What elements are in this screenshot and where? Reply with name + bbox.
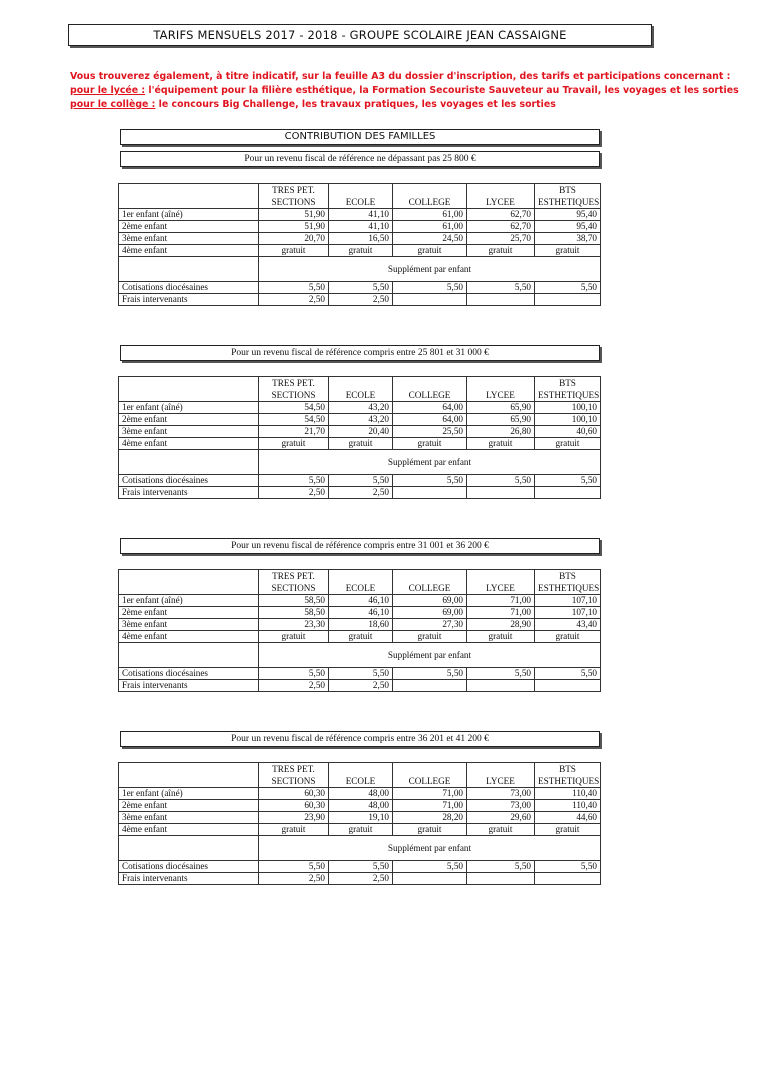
- price-cell: 5,50: [467, 861, 535, 873]
- column-header-sections: SECTIONS: [259, 582, 329, 595]
- price-cell: 5,50: [329, 861, 393, 873]
- income-bracket-heading: Pour un revenu fiscal de référence ne dépassant pas 25 800 €: [120, 151, 600, 167]
- table-row: [119, 800, 601, 812]
- header-empty-cell: [119, 570, 259, 583]
- column-header-sections: SECTIONS: [259, 389, 329, 402]
- row-label: 2ème enfant: [119, 414, 259, 426]
- price-cell: 2,50: [259, 294, 329, 306]
- price-cell: 2,50: [259, 873, 329, 885]
- header-empty-cell: [329, 184, 393, 197]
- price-cell: 29,60: [467, 812, 535, 824]
- price-cell: 2,50: [329, 487, 393, 499]
- row-label: 2ème enfant: [119, 800, 259, 812]
- table-row: [119, 221, 601, 233]
- column-header-tps: TRES PET.: [259, 377, 329, 390]
- gratuit-cell: gratuit: [467, 824, 535, 836]
- empty-cell: [467, 294, 535, 306]
- gratuit-cell: gratuit: [393, 824, 467, 836]
- gratuit-cell: gratuit: [393, 631, 467, 643]
- price-cell: 48,00: [329, 788, 393, 800]
- price-cell: 5,50: [535, 861, 601, 873]
- price-cell: 16,50: [329, 233, 393, 245]
- price-cell: 24,50: [393, 233, 467, 245]
- price-cell: 5,50: [329, 668, 393, 680]
- price-cell: 110,40: [535, 800, 601, 812]
- row-label: Frais intervenants: [119, 873, 259, 885]
- price-cell: 5,50: [393, 475, 467, 487]
- price-cell: 5,50: [259, 475, 329, 487]
- college-text: le concours Big Challenge, les travaux pratiques, les voyages et les sorties: [155, 99, 556, 110]
- price-cell: 71,00: [467, 595, 535, 607]
- tariff-table: [118, 376, 601, 499]
- empty-cell: [467, 873, 535, 885]
- price-cell: 2,50: [259, 680, 329, 692]
- price-cell: 2,50: [329, 294, 393, 306]
- income-bracket-heading: Pour un revenu fiscal de référence compris entre 25 801 et 31 000 €: [120, 345, 600, 361]
- price-cell: 38,70: [535, 233, 601, 245]
- row-label: 1er enfant (aîné): [119, 788, 259, 800]
- row-label: 2ème enfant: [119, 607, 259, 619]
- price-cell: 71,00: [393, 788, 467, 800]
- college-label: pour le collège :: [70, 99, 156, 110]
- contribution-title: CONTRIBUTION DES FAMILLES: [120, 129, 600, 145]
- price-cell: 26,80: [467, 426, 535, 438]
- price-cell: 18,60: [329, 619, 393, 631]
- price-cell: 2,50: [259, 487, 329, 499]
- price-cell: 19,10: [329, 812, 393, 824]
- price-cell: 20,40: [329, 426, 393, 438]
- supplement-label: Supplément par enfant: [259, 836, 601, 861]
- price-cell: 107,10: [535, 607, 601, 619]
- price-cell: 5,50: [535, 475, 601, 487]
- price-cell: 71,00: [467, 607, 535, 619]
- header-empty-cell: [393, 763, 467, 776]
- empty-cell: [393, 680, 467, 692]
- price-cell: 58,50: [259, 607, 329, 619]
- supplement-empty-cell: [119, 257, 259, 282]
- table-row: [119, 812, 601, 824]
- price-cell: 2,50: [329, 873, 393, 885]
- gratuit-cell: gratuit: [535, 438, 601, 450]
- supplement-row: [119, 257, 601, 282]
- header-empty-cell: [119, 775, 259, 788]
- row-label: 3ème enfant: [119, 812, 259, 824]
- empty-cell: [393, 487, 467, 499]
- price-cell: 5,50: [535, 282, 601, 294]
- table-row: [119, 245, 601, 257]
- header-empty-cell: [119, 196, 259, 209]
- table-row: [119, 595, 601, 607]
- column-header-sections: SECTIONS: [259, 196, 329, 209]
- column-header-bts: BTS: [535, 184, 601, 197]
- row-label: 1er enfant (aîné): [119, 402, 259, 414]
- supplement-empty-cell: [119, 450, 259, 475]
- price-cell: 2,50: [329, 680, 393, 692]
- price-cell: 100,10: [535, 402, 601, 414]
- empty-cell: [393, 294, 467, 306]
- header-empty-cell: [119, 582, 259, 595]
- price-cell: 5,50: [393, 282, 467, 294]
- tariff-table: [118, 183, 601, 306]
- header-row: [119, 184, 601, 197]
- price-cell: 69,00: [393, 595, 467, 607]
- empty-cell: [535, 294, 601, 306]
- table-row: [119, 873, 601, 885]
- intro-notice: [70, 70, 739, 112]
- table-row: [119, 294, 601, 306]
- price-cell: 100,10: [535, 414, 601, 426]
- income-bracket-heading: Pour un revenu fiscal de référence compris entre 36 201 et 41 200 €: [120, 731, 600, 747]
- column-header-college: COLLEGE: [393, 582, 467, 595]
- header-empty-cell: [393, 184, 467, 197]
- row-label: Frais intervenants: [119, 680, 259, 692]
- price-cell: 43,40: [535, 619, 601, 631]
- price-cell: 64,00: [393, 402, 467, 414]
- price-cell: 28,20: [393, 812, 467, 824]
- header-row: [119, 775, 601, 788]
- header-empty-cell: [393, 570, 467, 583]
- gratuit-cell: gratuit: [393, 245, 467, 257]
- column-header-lycee: LYCEE: [467, 775, 535, 788]
- column-header-college: COLLEGE: [393, 196, 467, 209]
- row-label: 1er enfant (aîné): [119, 595, 259, 607]
- row-label: 4ème enfant: [119, 245, 259, 257]
- price-cell: 60,30: [259, 800, 329, 812]
- column-header-lycee: LYCEE: [467, 389, 535, 402]
- header-empty-cell: [467, 377, 535, 390]
- empty-cell: [535, 873, 601, 885]
- price-cell: 25,70: [467, 233, 535, 245]
- price-cell: 43,20: [329, 402, 393, 414]
- column-header-sections: SECTIONS: [259, 775, 329, 788]
- table-row: [119, 619, 601, 631]
- table-row: [119, 631, 601, 643]
- gratuit-cell: gratuit: [259, 438, 329, 450]
- price-cell: 95,40: [535, 221, 601, 233]
- header-empty-cell: [467, 763, 535, 776]
- empty-cell: [535, 487, 601, 499]
- price-cell: 5,50: [259, 668, 329, 680]
- row-label: Cotisations diocésaines: [119, 861, 259, 873]
- price-cell: 5,50: [393, 668, 467, 680]
- price-cell: 51,90: [259, 209, 329, 221]
- header-empty-cell: [467, 184, 535, 197]
- column-header-college: COLLEGE: [393, 775, 467, 788]
- price-cell: 5,50: [535, 668, 601, 680]
- supplement-row: [119, 450, 601, 475]
- table-row: [119, 668, 601, 680]
- header-empty-cell: [119, 184, 259, 197]
- header-empty-cell: [467, 570, 535, 583]
- supplement-label: Supplément par enfant: [259, 643, 601, 668]
- price-cell: 61,00: [393, 221, 467, 233]
- tariff-table: [118, 569, 601, 692]
- column-header-ecole: ECOLE: [329, 196, 393, 209]
- price-cell: 5,50: [329, 475, 393, 487]
- gratuit-cell: gratuit: [535, 631, 601, 643]
- price-cell: 54,50: [259, 402, 329, 414]
- row-label: 3ème enfant: [119, 426, 259, 438]
- gratuit-cell: gratuit: [259, 631, 329, 643]
- table-row: [119, 680, 601, 692]
- price-cell: 46,10: [329, 595, 393, 607]
- gratuit-cell: gratuit: [467, 245, 535, 257]
- price-cell: 5,50: [467, 475, 535, 487]
- table-row: [119, 438, 601, 450]
- table-row: [119, 487, 601, 499]
- table-row: [119, 607, 601, 619]
- gratuit-cell: gratuit: [329, 438, 393, 450]
- lycee-label: pour le lycée :: [70, 85, 146, 96]
- price-cell: 69,00: [393, 607, 467, 619]
- column-header-tps: TRES PET.: [259, 570, 329, 583]
- price-cell: 60,30: [259, 788, 329, 800]
- row-label: 1er enfant (aîné): [119, 209, 259, 221]
- column-header-bts: BTS: [535, 570, 601, 583]
- gratuit-cell: gratuit: [393, 438, 467, 450]
- price-cell: 110,40: [535, 788, 601, 800]
- price-cell: 64,00: [393, 414, 467, 426]
- gratuit-cell: gratuit: [535, 824, 601, 836]
- empty-cell: [467, 680, 535, 692]
- intro-lycee: [70, 84, 739, 98]
- header-empty-cell: [119, 389, 259, 402]
- price-cell: 95,40: [535, 209, 601, 221]
- gratuit-cell: gratuit: [259, 824, 329, 836]
- table-row: [119, 414, 601, 426]
- price-cell: 73,00: [467, 788, 535, 800]
- price-cell: 5,50: [329, 282, 393, 294]
- header-empty-cell: [329, 570, 393, 583]
- intro-college: [70, 98, 710, 112]
- price-cell: 20,70: [259, 233, 329, 245]
- table-row: [119, 233, 601, 245]
- gratuit-cell: gratuit: [467, 438, 535, 450]
- price-cell: 43,20: [329, 414, 393, 426]
- price-cell: 44,60: [535, 812, 601, 824]
- price-cell: 25,50: [393, 426, 467, 438]
- header-empty-cell: [393, 377, 467, 390]
- supplement-label: Supplément par enfant: [259, 450, 601, 475]
- supplement-empty-cell: [119, 836, 259, 861]
- table-row: [119, 824, 601, 836]
- price-cell: 54,50: [259, 414, 329, 426]
- header-row: [119, 570, 601, 583]
- price-cell: 65,90: [467, 414, 535, 426]
- row-label: Cotisations diocésaines: [119, 475, 259, 487]
- price-cell: 5,50: [467, 668, 535, 680]
- column-header-bts: BTS: [535, 763, 601, 776]
- price-cell: 62,70: [467, 209, 535, 221]
- tariff-table: [118, 762, 601, 885]
- supplement-label: Supplément par enfant: [259, 257, 601, 282]
- price-cell: 5,50: [259, 282, 329, 294]
- table-row: [119, 402, 601, 414]
- empty-cell: [467, 487, 535, 499]
- column-header-tps: TRES PET.: [259, 184, 329, 197]
- price-cell: 62,70: [467, 221, 535, 233]
- column-header-esthetiques: ESTHETIQUES: [535, 389, 601, 402]
- page-title: TARIFS MENSUELS 2017 - 2018 - GROUPE SCOLAIRE JEAN CASSAIGNE: [68, 24, 652, 46]
- column-header-lycee: LYCEE: [467, 196, 535, 209]
- price-cell: 46,10: [329, 607, 393, 619]
- price-cell: 73,00: [467, 800, 535, 812]
- header-empty-cell: [329, 763, 393, 776]
- price-cell: 41,10: [329, 221, 393, 233]
- header-empty-cell: [329, 377, 393, 390]
- price-cell: 28,90: [467, 619, 535, 631]
- column-header-lycee: LYCEE: [467, 582, 535, 595]
- table-row: [119, 475, 601, 487]
- row-label: 4ème enfant: [119, 824, 259, 836]
- gratuit-cell: gratuit: [329, 245, 393, 257]
- income-bracket-heading: Pour un revenu fiscal de référence compris entre 31 001 et 36 200 €: [120, 538, 600, 554]
- column-header-college: COLLEGE: [393, 389, 467, 402]
- header-row: [119, 389, 601, 402]
- column-header-esthetiques: ESTHETIQUES: [535, 582, 601, 595]
- gratuit-cell: gratuit: [259, 245, 329, 257]
- row-label: 2ème enfant: [119, 221, 259, 233]
- column-header-ecole: ECOLE: [329, 389, 393, 402]
- row-label: Cotisations diocésaines: [119, 668, 259, 680]
- empty-cell: [393, 873, 467, 885]
- price-cell: 51,90: [259, 221, 329, 233]
- price-cell: 40,60: [535, 426, 601, 438]
- header-empty-cell: [119, 377, 259, 390]
- price-cell: 41,10: [329, 209, 393, 221]
- header-empty-cell: [119, 763, 259, 776]
- gratuit-cell: gratuit: [329, 631, 393, 643]
- row-label: 3ème enfant: [119, 233, 259, 245]
- row-label: Frais intervenants: [119, 487, 259, 499]
- row-label: 4ème enfant: [119, 631, 259, 643]
- lycee-text: l'équipement pour la filière esthétique, la Formation Secouriste Sauveteur au Travail, les voyages et les sorties: [145, 85, 739, 96]
- price-cell: 23,90: [259, 812, 329, 824]
- price-cell: 61,00: [393, 209, 467, 221]
- table-row: [119, 282, 601, 294]
- column-header-bts: BTS: [535, 377, 601, 390]
- header-row: [119, 377, 601, 390]
- price-cell: 48,00: [329, 800, 393, 812]
- price-cell: 107,10: [535, 595, 601, 607]
- price-cell: 71,00: [393, 800, 467, 812]
- table-row: [119, 861, 601, 873]
- price-cell: 58,50: [259, 595, 329, 607]
- supplement-empty-cell: [119, 643, 259, 668]
- price-cell: 5,50: [259, 861, 329, 873]
- row-label: Frais intervenants: [119, 294, 259, 306]
- column-header-tps: TRES PET.: [259, 763, 329, 776]
- empty-cell: [535, 680, 601, 692]
- row-label: 4ème enfant: [119, 438, 259, 450]
- price-cell: 5,50: [393, 861, 467, 873]
- row-label: Cotisations diocésaines: [119, 282, 259, 294]
- price-cell: 23,30: [259, 619, 329, 631]
- intro-line: Vous trouverez également, à titre indicatif, sur la feuille A3 du dossier d'inscription, des tarifs et participations concernant :: [70, 71, 731, 82]
- column-header-ecole: ECOLE: [329, 582, 393, 595]
- header-row: [119, 582, 601, 595]
- price-cell: 5,50: [467, 282, 535, 294]
- table-row: [119, 788, 601, 800]
- column-header-esthetiques: ESTHETIQUES: [535, 196, 601, 209]
- header-row: [119, 196, 601, 209]
- header-row: [119, 763, 601, 776]
- table-row: [119, 426, 601, 438]
- price-cell: 21,70: [259, 426, 329, 438]
- column-header-ecole: ECOLE: [329, 775, 393, 788]
- table-row: [119, 209, 601, 221]
- gratuit-cell: gratuit: [329, 824, 393, 836]
- supplement-row: [119, 643, 601, 668]
- gratuit-cell: gratuit: [535, 245, 601, 257]
- row-label: 3ème enfant: [119, 619, 259, 631]
- gratuit-cell: gratuit: [467, 631, 535, 643]
- price-cell: 65,90: [467, 402, 535, 414]
- price-cell: 27,30: [393, 619, 467, 631]
- supplement-row: [119, 836, 601, 861]
- column-header-esthetiques: ESTHETIQUES: [535, 775, 601, 788]
